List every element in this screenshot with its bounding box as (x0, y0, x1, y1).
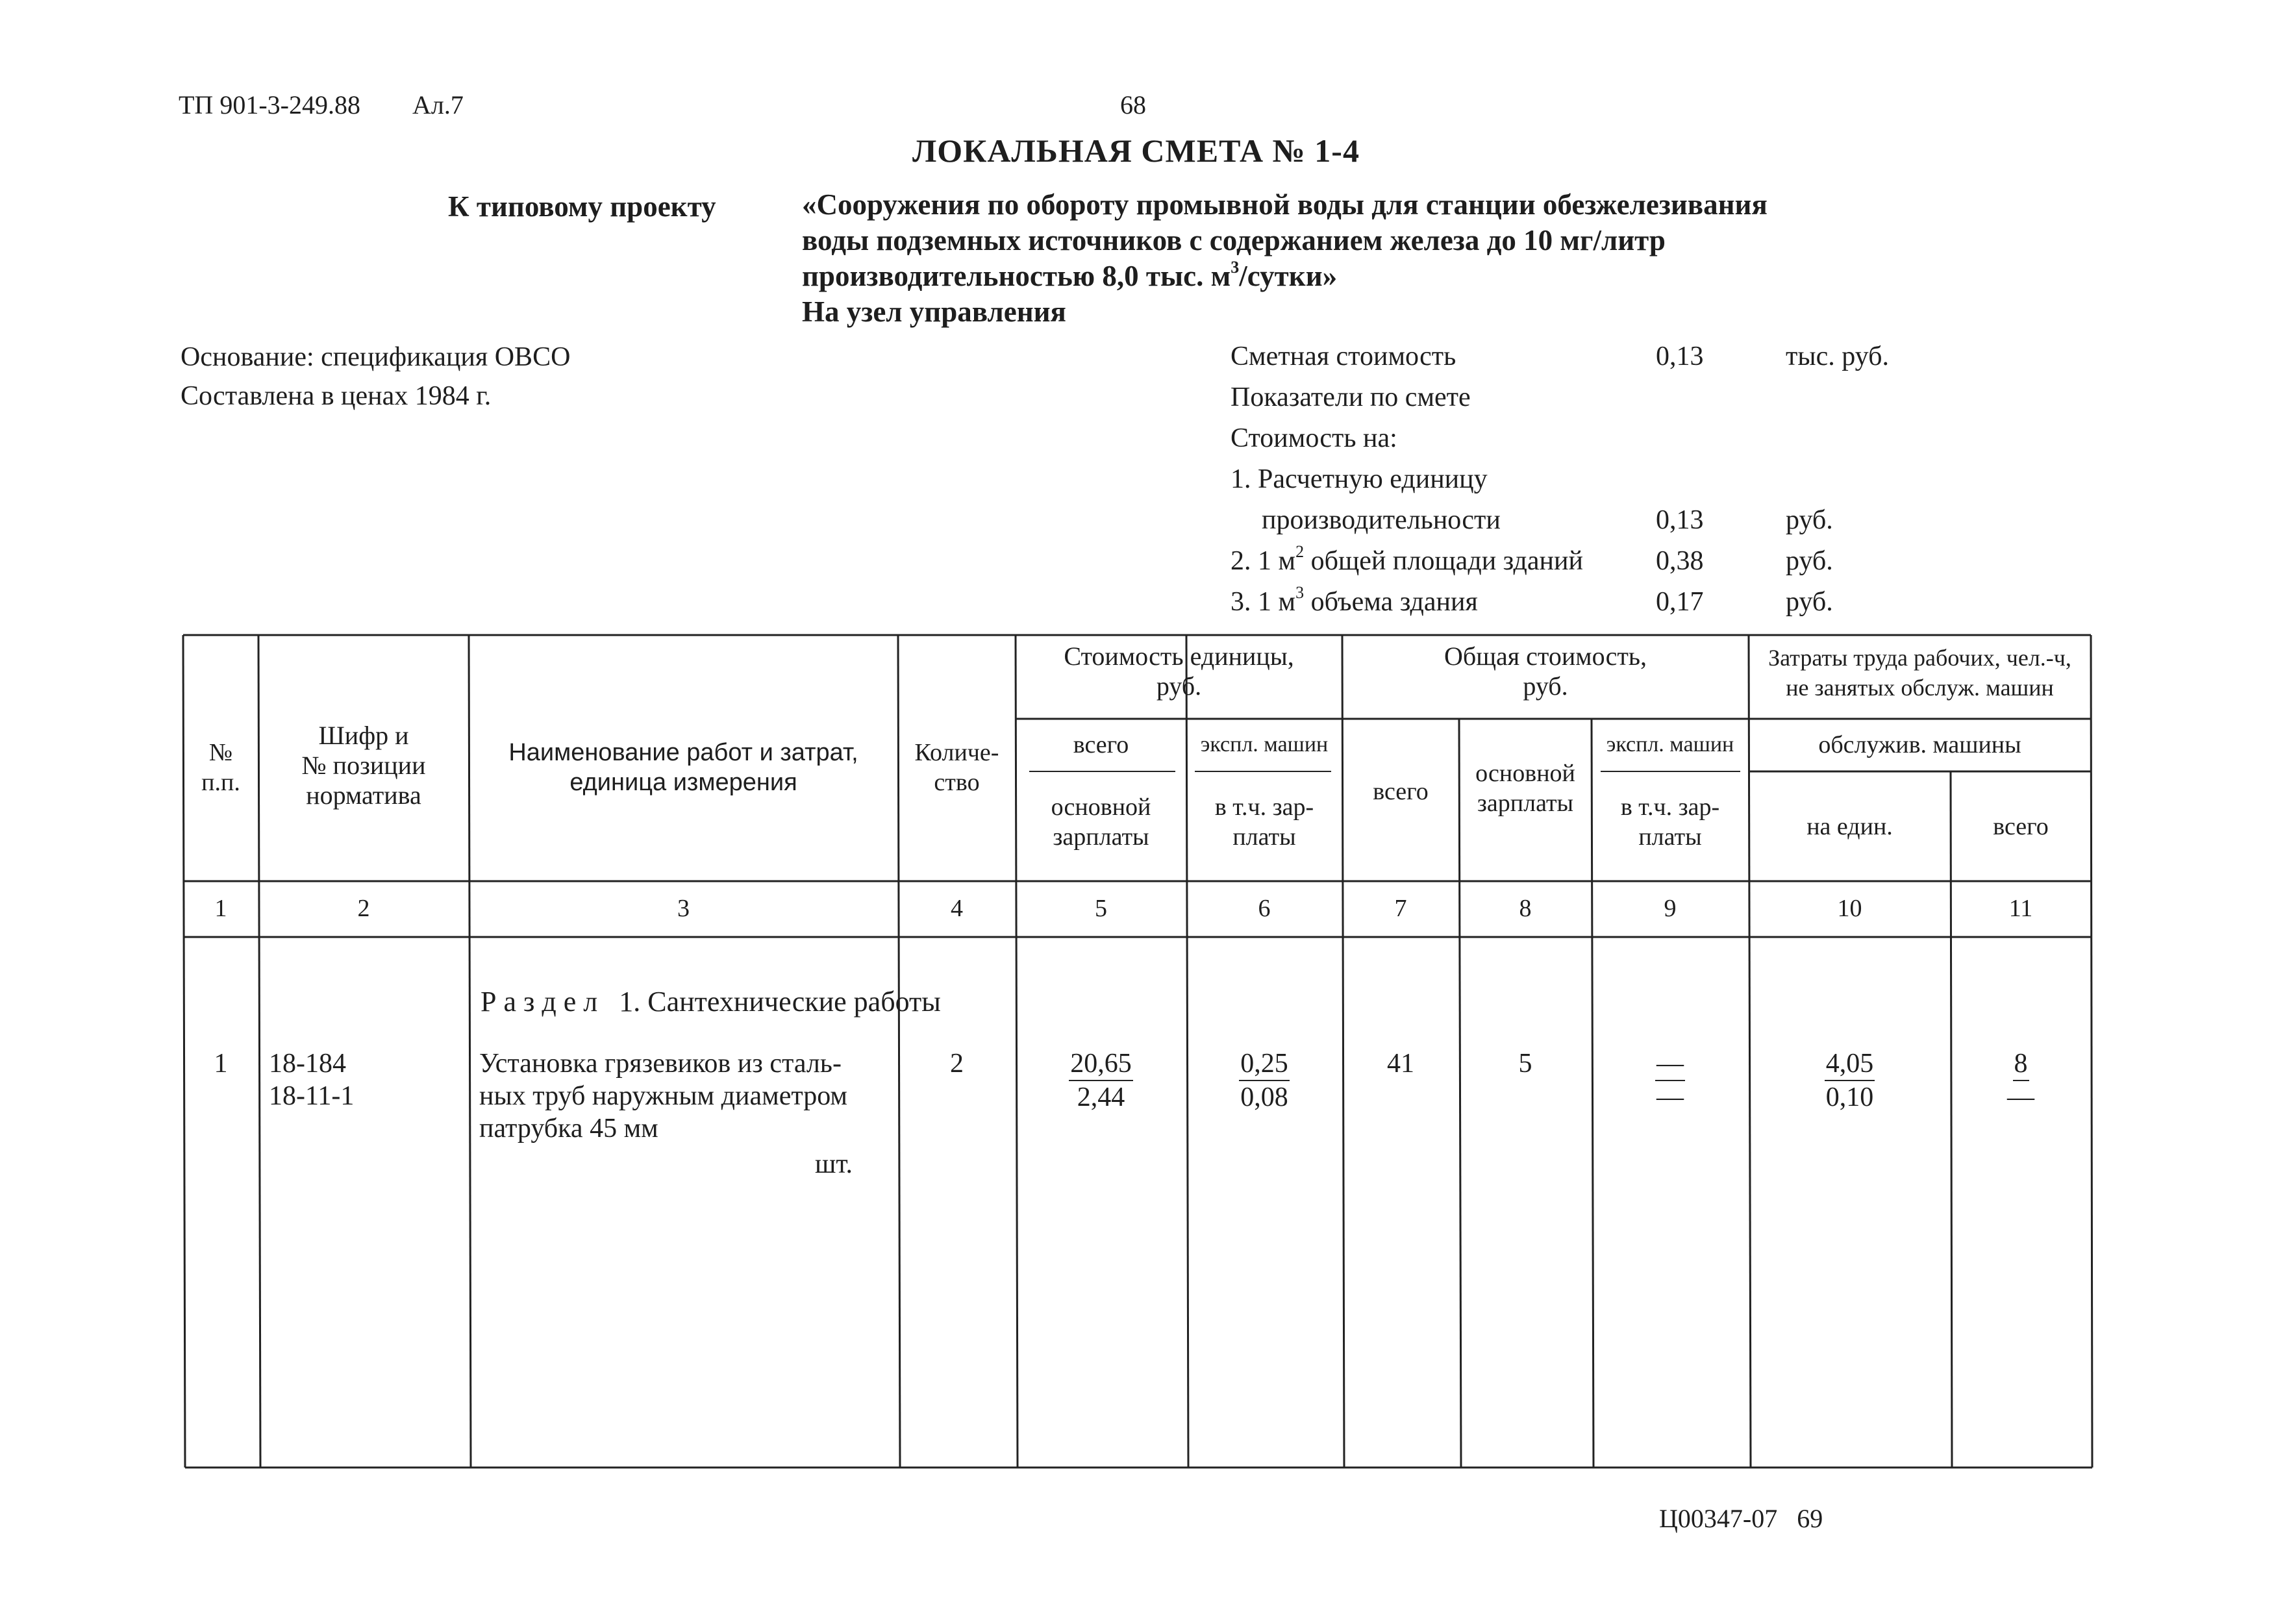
colnum-6: 6 (1258, 895, 1271, 922)
header-qty: Количе- ство (914, 739, 999, 796)
colnum-10: 10 (1837, 895, 1862, 922)
header-col9-top: экспл. машин (1606, 732, 1734, 756)
colnum-2: 2 (357, 895, 370, 922)
row-code: 18-184 18-11-1 (269, 1049, 355, 1111)
header-col10: на един. (1806, 813, 1893, 840)
row-qty: 2 (950, 1049, 964, 1079)
header-name: Наименование работ и затрат, единица измерения (508, 739, 858, 796)
colnum-7: 7 (1394, 895, 1407, 922)
colnum-5: 5 (1095, 895, 1107, 922)
colnum-11: 11 (2008, 895, 2033, 922)
page-title: ЛОКАЛЬНАЯ СМЕТА № 1-4 (912, 132, 1360, 169)
header-col11: всего (1993, 813, 2049, 840)
header-no: № п.п. (201, 739, 240, 796)
row-total-wage: 5 (1518, 1049, 1532, 1079)
header-labor: Затраты труда рабочих, чел.-ч, не занятых обслуж. машин (1768, 645, 2071, 701)
document-code: ТП 901-3-249.88 (179, 90, 360, 119)
header-col6-bottom: в т.ч. зар- платы (1214, 793, 1314, 851)
project-line-3: производительностью 8,0 тыс. $м^3$/сутки» (802, 258, 1338, 292)
row-unit-machine-fraction: $\frac{0,25}{0,08}$ (1240, 1049, 1288, 1112)
colnum-1: 1 (214, 895, 227, 922)
header-col9-bottom: в т.ч. зар- платы (1620, 793, 1720, 851)
page-number: 68 (1120, 90, 1146, 119)
colnum-4: 4 (951, 895, 963, 922)
header-code: Шифр и № позиции норматива (301, 721, 426, 810)
row-labor-total-fraction: 8 — (2007, 1049, 2034, 1112)
header-col5-bottom: основной зарплаты (1051, 793, 1151, 851)
row-total: 41 (1387, 1049, 1414, 1079)
header-col8: основной зарплаты (1475, 760, 1575, 817)
row-unit: шт. (815, 1149, 853, 1179)
project-line-2: воды подземных источников с содержанием железа до 10 мг/литр (802, 224, 1666, 256)
footer-code: Ц00347-07 69 (1659, 1504, 1823, 1533)
header-col6-top: экспл. машин (1200, 732, 1329, 756)
header-unit-cost-text: Стоимость единицы, руб. (1064, 642, 1294, 701)
colnum-8: 8 (1519, 895, 1532, 922)
row-name: Установка грязевиков из сталь- ных труб наружным диаметром патрубка 45 мм (479, 1049, 847, 1143)
colnum-9: 9 (1664, 895, 1677, 922)
colnum-3: 3 (677, 895, 690, 922)
row-total-machine-fraction: — — (1656, 1049, 1684, 1112)
section-title: Р а з д е л 1. Сантехнические работы (481, 986, 941, 1018)
row-unit-cost-fraction: $\frac{20,65}{2,44}$ (1070, 1049, 1132, 1112)
project-line-1: «Сооружения по обороту промывной воды для станции обезжелезивания (802, 188, 1768, 221)
basis-line-2: Составлена в ценах 1984 г. (181, 381, 492, 411)
header-total-cost: Общая стоимость, руб. (1443, 642, 1647, 701)
project-line-4: На узел управления (802, 295, 1066, 328)
project-label: К типовому проекту (448, 190, 716, 223)
row-no: 1 (214, 1049, 228, 1079)
basis-line-1: Основание: спецификация ОВСО (181, 342, 571, 372)
header-col5-top: всего (1073, 731, 1129, 758)
header-labor-sub: обслужив. машины (1818, 731, 2021, 758)
sheet-number: Ал.7 (412, 90, 464, 119)
header-col7: всего (1373, 778, 1429, 805)
row-labor-unit-fraction: $\frac{4,05}{0,10}$ (1825, 1049, 1874, 1112)
